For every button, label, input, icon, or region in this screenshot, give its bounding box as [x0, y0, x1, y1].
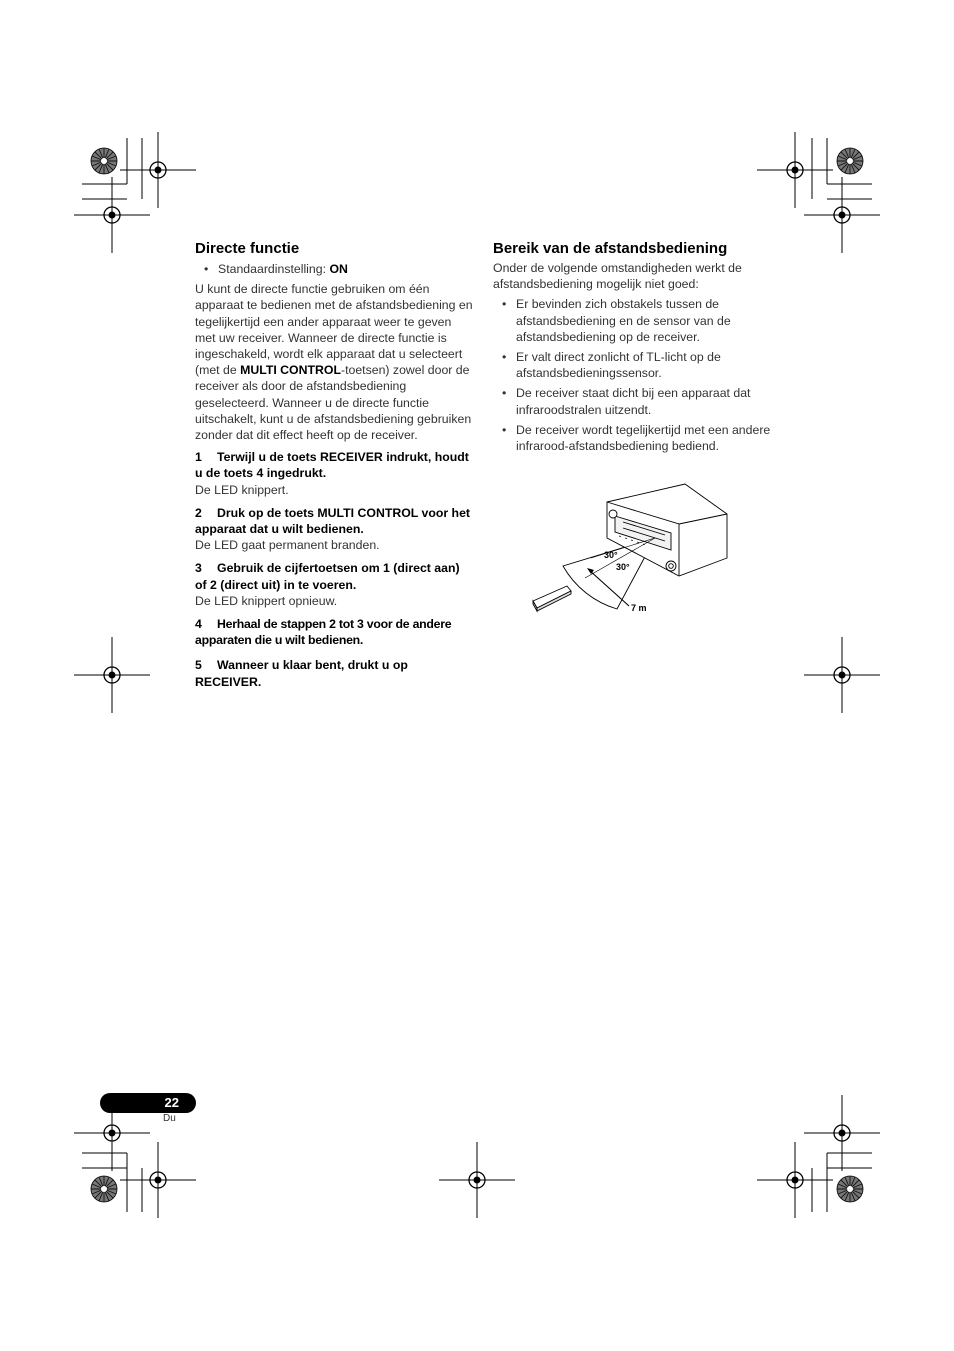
- step-5: [195, 657, 473, 689]
- remote-control-illustration: [533, 586, 571, 611]
- remote-range-intro: Onder de volgende omstandigheden werkt de afstandsbediening mogelijk niet goed:: [493, 261, 742, 292]
- default-setting-value: ON: [329, 262, 348, 276]
- step-note: De LED gaat permanent branden.: [195, 538, 380, 553]
- step-note: De LED knippert.: [195, 482, 289, 497]
- step-heading: 4 Herhaal de stappen 2 tot 3 voor de andere apparaten die u wilt bedienen.: [195, 617, 452, 648]
- page-number-tab: [100, 1093, 196, 1113]
- step-2: [195, 505, 473, 554]
- description-part-1: U kunt de directe functie gebruiken om één apparaat te bedienen met de afstandsbediening en tegelijkertijd een ander apparaat weer te geven met uw receiver. Wanneer de directe functie is ingeschakeld, wordt elk apparaat dat u selecteert (met de: [195, 282, 473, 378]
- remote-range-figure: [525, 478, 740, 623]
- description-part-2: -toetsen) zowel door de receiver als door de afstandsbediening geselecteerd. Wanneer u de directe functie uitschakelt, kunt u de afstandsbediening gebruiken zonder dat dit effect heeft op de receiver.: [195, 363, 472, 443]
- language-code: Du: [163, 1113, 176, 1124]
- description-bold: MULTI CONTROL: [240, 363, 341, 378]
- distance-arrow: [589, 570, 629, 606]
- steps-list: [195, 449, 473, 690]
- default-setting-label: Standaardinstelling:: [218, 262, 330, 276]
- default-setting-item: [195, 261, 473, 277]
- condition-item: • De receiver staat dicht bij een apparaat dat infraroodstralen uitzendt.: [493, 385, 775, 417]
- step-3: [195, 560, 473, 609]
- angle-label: 30°: [604, 550, 618, 560]
- section-heading-direct-function: Directe functie: [195, 240, 300, 257]
- direct-function-description: [195, 281, 473, 443]
- step-heading: 5 Wanneer u klaar bent, drukt u op RECEIVER.: [195, 658, 408, 689]
- condition-item: • De receiver wordt tegelijkertijd met een andere infrarood-afstandsbediening bediend.: [493, 422, 775, 454]
- step-note: De LED knippert opnieuw.: [195, 593, 338, 608]
- distance-label: 7 m: [631, 603, 647, 613]
- section-heading-remote-range: Bereik van de afstandsbediening: [493, 240, 728, 257]
- condition-item: • Er bevinden zich obstakels tussen de afstandsbediening en de sensor van de afstandsbediening op de receiver.: [493, 296, 775, 345]
- step-4: [195, 616, 473, 648]
- right-column: [493, 240, 775, 458]
- step-heading: 1 Terwijl u de toets RECEIVER indrukt, houdt u de toets 4 ingedrukt.: [195, 450, 469, 481]
- step-heading: 2 Druk op de toets MULTI CONTROL voor het apparaat dat u wilt bedienen.: [195, 505, 470, 537]
- step-1: [195, 449, 473, 498]
- page-number: 22: [164, 1095, 179, 1110]
- angle-label: 30°: [616, 562, 630, 572]
- left-column: [195, 240, 473, 690]
- condition-item: • Er valt direct zonlicht of TL-licht op de afstandsbedieningssensor.: [493, 349, 775, 381]
- step-heading: 3 Gebruik de cijfertoetsen om 1 (direct aan) of 2 (direct uit) in te voeren.: [195, 561, 460, 592]
